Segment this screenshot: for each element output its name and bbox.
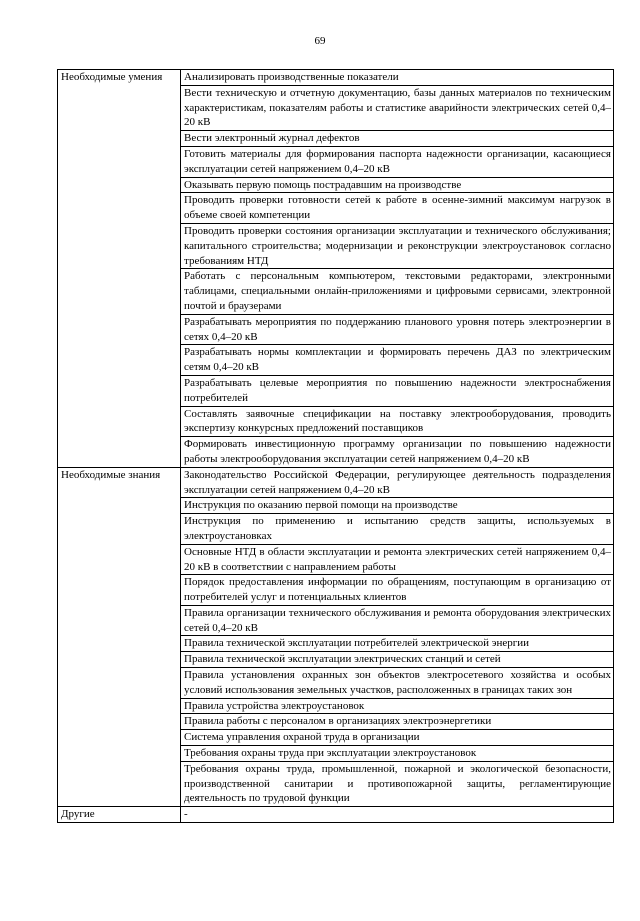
page-number: 69 [314, 35, 326, 47]
requirement-item: Правила организации технического обслуживания и ремонта оборудования электрических сетей 0,4–20 кВ [181, 605, 614, 636]
requirement-item: Разрабатывать целевые мероприятия по повышению надежности электроснабжения потребителей [181, 375, 614, 406]
requirement-item: Требования охраны труда, промышленной, пожарной и экологической безопасности, производственной санитарии и противопожарной защиты, регламентирующие деятельность по трудовой функции [181, 761, 614, 806]
requirement-item: Вести электронный журнал дефектов [181, 131, 614, 147]
requirement-item: Правила устройства электроустановок [181, 698, 614, 714]
requirement-item: Основные НТД в области эксплуатации и ремонта электрических сетей напряжением 0,4–20 кВ в соответствии с направлением работы [181, 544, 614, 575]
requirements-table-body [58, 70, 614, 823]
requirement-item: Оказывать первую помощь пострадавшим на производстве [181, 177, 614, 193]
requirements-table [57, 69, 614, 823]
requirement-item: Проводить проверки состояния организации эксплуатации и технического обслуживания; капитального строительства; модернизации и реконструкции электроустановок согласно требованиям НТД [181, 223, 614, 268]
section-label: Необходимые знания [58, 467, 181, 807]
table-row [58, 467, 614, 498]
section-label: Другие [58, 807, 181, 823]
requirement-item: Формировать инвестиционную программу организации по повышению надежности работы электрооборудования эксплуатации сетей напряжением 0,4–20 кВ [181, 437, 614, 468]
requirement-item: Правила установления охранных зон объектов электросетевого хозяйства и особых условий использования земельных участков, расположенных в границах таких зон [181, 668, 614, 699]
requirement-item: Инструкция по применению и испытанию средств защиты, используемых в электроустановках [181, 514, 614, 545]
table-row [58, 70, 614, 86]
requirement-item: Требования охраны труда при эксплуатации электроустановок [181, 746, 614, 762]
requirement-item: Готовить материалы для формирования паспорта надежности организации, касающиеся эксплуатации сетей напряжением 0,4–20 кВ [181, 146, 614, 177]
requirement-item: Правила технической эксплуатации электрических станций и сетей [181, 652, 614, 668]
requirement-item: Правила работы с персоналом в организациях электроэнергетики [181, 714, 614, 730]
requirement-item: Система управления охраной труда в организации [181, 730, 614, 746]
requirement-item: Анализировать производственные показатели [181, 70, 614, 86]
requirement-item: Проводить проверки готовности сетей к работе в осенне-зимний максимум нагрузок в объеме своей компетенции [181, 193, 614, 224]
requirement-item: - [181, 807, 614, 823]
requirement-item: Инструкция по оказанию первой помощи на производстве [181, 498, 614, 514]
requirement-item: Разрабатывать нормы комплектации и формировать перечень ДАЗ по электрическим сетям 0,4–20 кВ [181, 345, 614, 376]
requirement-item: Составлять заявочные спецификации на поставку электрооборудования, проводить экспертизу конкурсных предложений поставщиков [181, 406, 614, 437]
requirement-item: Разрабатывать мероприятия по поддержанию планового уровня потерь электроэнергии в сетях 0,4–20 кВ [181, 314, 614, 345]
requirement-item: Порядок предоставления информации по обращениям, поступающим в организацию от потребителей услуг и потенциальных клиентов [181, 575, 614, 606]
requirement-item: Работать с персональным компьютером, текстовыми редакторами, электронными таблицами, специальными онлайн-приложениями и цифровыми сервисами, электронной почтой и браузерами [181, 269, 614, 314]
section-label: Необходимые умения [58, 70, 181, 468]
requirement-item: Правила технической эксплуатации потребителей электрической энергии [181, 636, 614, 652]
requirement-item: Вести техническую и отчетную документацию, базы данных материалов по техническим характеристикам, показателям работы и статистике аварийности электрических сетей 0,4–20 кВ [181, 85, 614, 130]
requirement-item: Законодательство Российской Федерации, регулирующее деятельность подразделения эксплуатации сетей напряжением 0,4–20 кВ [181, 467, 614, 498]
table-row [58, 807, 614, 823]
